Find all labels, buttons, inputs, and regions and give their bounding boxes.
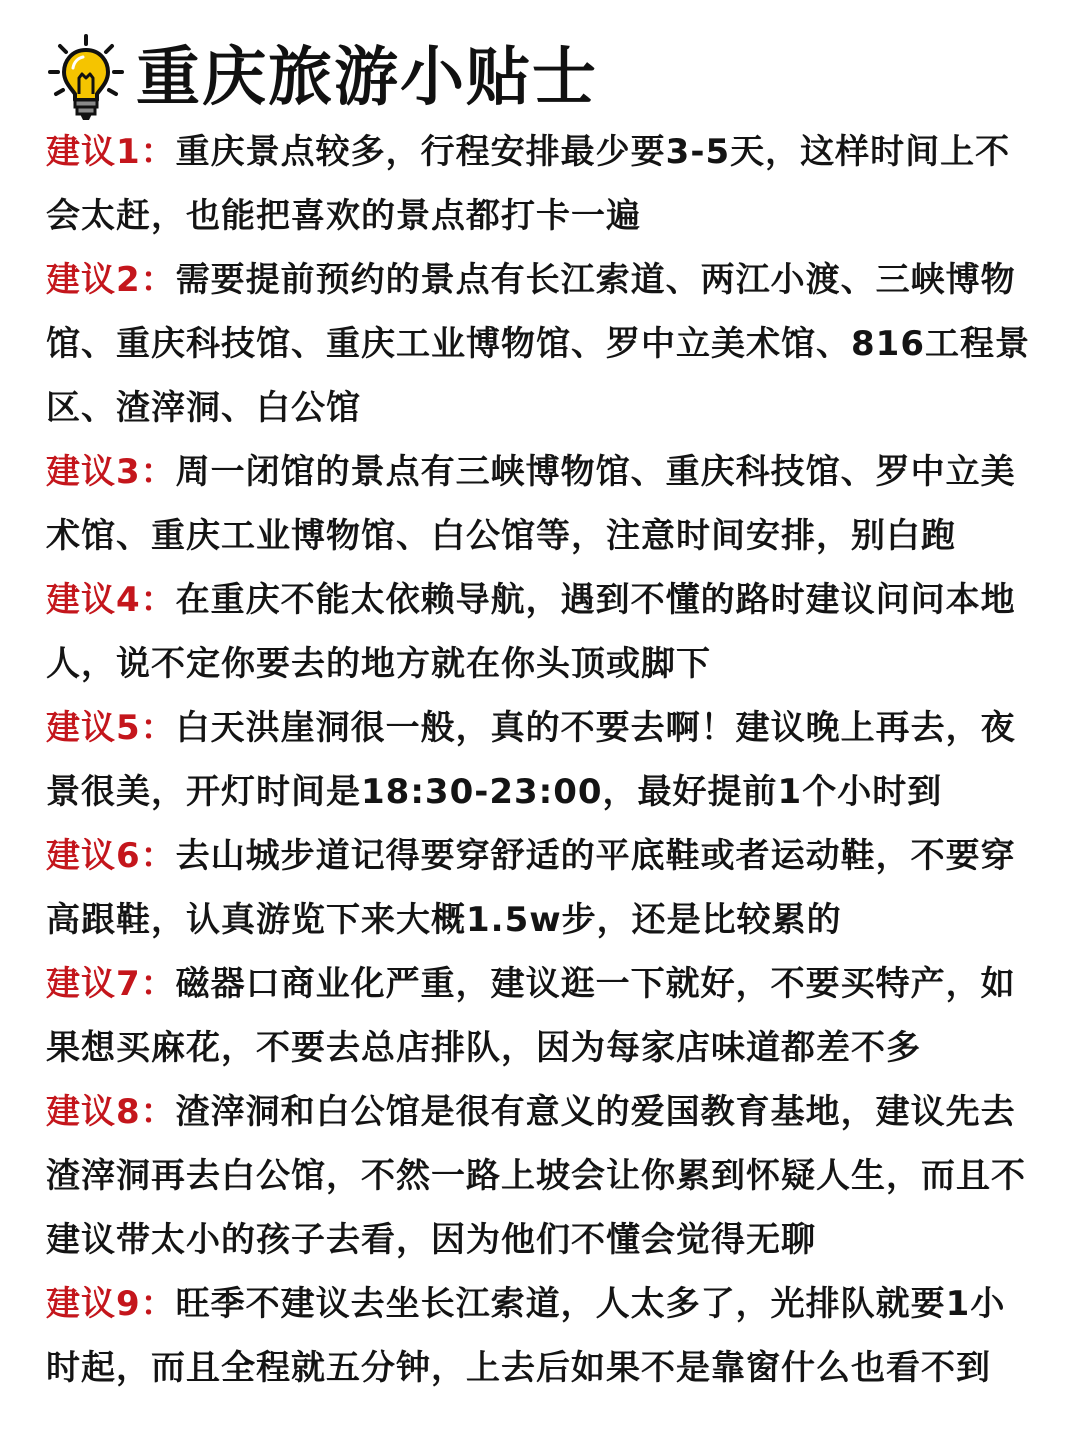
tip-text: 旺季不建议去坐长江索道，人太多了，光排队就要1小时起，而且全程就五分钟，上去后如果不是靠窗什么也看不到 [46,1284,1006,1388]
tip-item [46,1080,1036,1272]
tip-label: 建议8： [46,1092,176,1132]
page-title: 重庆旅游小贴士 [136,41,598,115]
tip-item [46,824,1036,952]
tip-text: 磁器口商业化严重，建议逛一下就好，不要买特产，如果想买麻花，不要去总店排队，因为每家店味道都差不多 [46,964,1016,1068]
tip-text: 在重庆不能太依赖导航，遇到不懂的路时建议问问本地人，说不定你要去的地方就在你头顶或脚下 [46,580,1016,684]
tip-label: 建议9： [46,1284,176,1324]
tip-text: 周一闭馆的景点有三峡博物馆、重庆科技馆、罗中立美术馆、重庆工业博物馆、白公馆等，注意时间安排，别白跑 [46,452,1016,556]
tip-text: 白天洪崖洞很一般，真的不要去啊！建议晚上再去，夜景很美，开灯时间是18:30-23:00，最好提前1个小时到 [46,708,1016,812]
tip-label: 建议6： [46,836,176,876]
tip-label: 建议4： [46,580,176,620]
tip-item [46,568,1036,696]
tip-label: 建议1： [46,132,176,172]
tip-item [46,248,1036,440]
tip-item [46,696,1036,824]
tip-text: 渣滓洞和白公馆是很有意义的爱国教育基地，建议先去渣滓洞再去白公馆，不然一路上坡会让你累到怀疑人生，而且不建议带太小的孩子去看，因为他们不懂会觉得无聊 [46,1092,1026,1260]
page-header [46,28,598,128]
lightbulb-icon [46,32,126,124]
tip-item [46,120,1036,248]
tip-item [46,440,1036,568]
tip-text: 重庆景点较多，行程安排最少要3-5天，这样时间上不会太赶，也能把喜欢的景点都打卡一遍 [46,132,1011,236]
tip-label: 建议3： [46,452,176,492]
tip-item [46,1272,1036,1400]
tip-text: 需要提前预约的景点有长江索道、两江小渡、三峡博物馆、重庆科技馆、重庆工业博物馆、罗中立美术馆、816工程景区、渣滓洞、白公馆 [46,260,1030,428]
tip-label: 建议5： [46,708,176,748]
tip-label: 建议2： [46,260,176,300]
tips-list [46,120,1036,1400]
tip-item [46,952,1036,1080]
tip-label: 建议7： [46,964,176,1004]
tip-text: 去山城步道记得要穿舒适的平底鞋或者运动鞋，不要穿高跟鞋，认真游览下来大概1.5w步，还是比较累的 [46,836,1016,940]
